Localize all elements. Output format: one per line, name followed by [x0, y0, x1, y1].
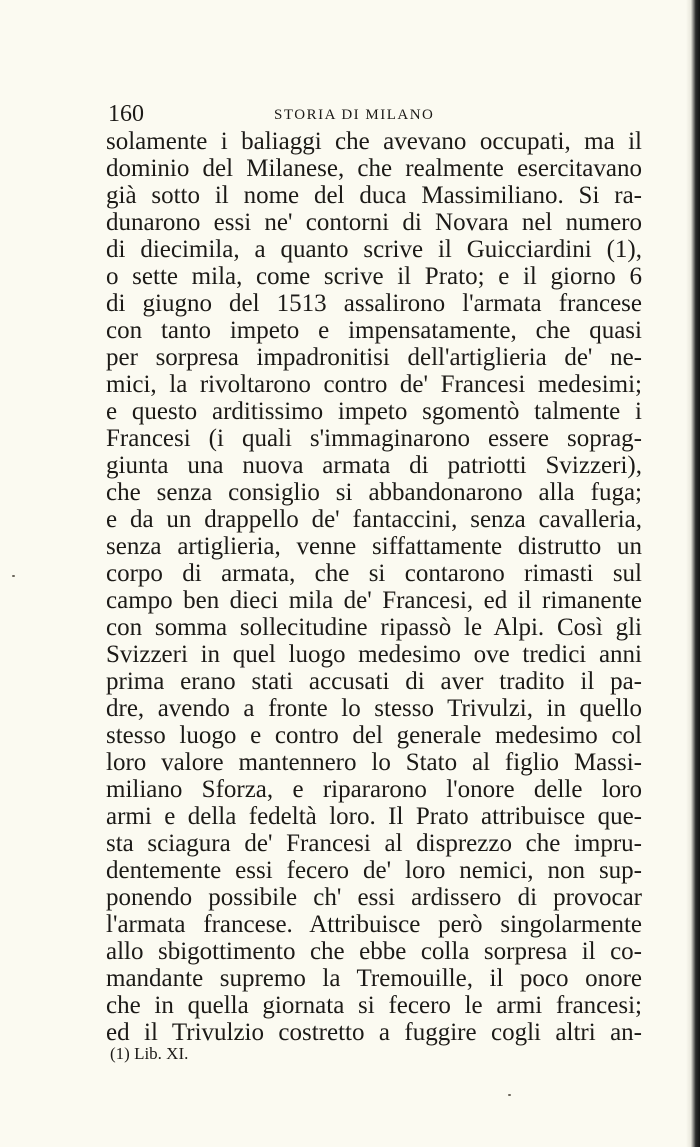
body-text — [106, 128, 642, 1046]
text-line: armi e della fedeltà loro. Il Prato attribuisce que- — [106, 803, 642, 830]
text-line: campo ben dieci mila de' Francesi, ed il rimanente — [106, 587, 642, 614]
text-line: mandante supremo la Tremouille, il poco onore — [106, 965, 642, 992]
text-line: dominio del Milanese, che realmente esercitavano — [106, 155, 642, 182]
text-line: loro valore mantennero lo Stato al figlio Massi- — [106, 749, 642, 776]
text-line: miliano Sforza, e ripararono l'onore delle loro — [106, 776, 642, 803]
text-line: sta sciagura de' Francesi al disprezzo che impru- — [106, 830, 642, 857]
paper-speck — [12, 575, 15, 577]
page-edge-shadow — [686, 0, 700, 1147]
text-line: dunarono essi ne' contorni di Novara nel numero — [106, 209, 642, 236]
text-line: mici, la rivoltarono contro de' Francesi medesimi; — [106, 371, 642, 398]
text-line: senza artiglieria, venne siffattamente distrutto un — [106, 533, 642, 560]
text-line: l'armata francese. Attribuisce però singolarmente — [106, 911, 642, 938]
paper-speck — [508, 1094, 511, 1096]
text-line: ponendo possibile ch' essi ardissero di provocar — [106, 884, 642, 911]
text-line: già sotto il nome del duca Massimiliano. Si ra- — [106, 182, 642, 209]
text-line: dentemente essi fecero de' loro nemici, non sup- — [106, 857, 642, 884]
text-line: che in quella giornata si fecero le armi francesi; — [106, 992, 642, 1019]
text-line: di diecimila, a quanto scrive il Guicciardini (1), — [106, 236, 642, 263]
text-line: con somma sollecitudine ripassò le Alpi. Così gli — [106, 614, 642, 641]
footnote: (1) Lib. XI. — [110, 1044, 189, 1063]
text-line: e da un drappello de' fantaccini, senza cavalleria, — [106, 506, 642, 533]
text-line: allo sbigottimento che ebbe colla sorpresa il co- — [106, 938, 642, 965]
text-line: prima erano stati accusati di aver tradito il pa- — [106, 668, 642, 695]
running-title: STORIA DI MILANO — [274, 107, 435, 123]
text-line: di giugno del 1513 assalirono l'armata francese — [106, 290, 642, 317]
page-number: 160 — [108, 101, 144, 127]
text-line: solamente i baliaggi che avevano occupati, ma il — [106, 128, 642, 155]
text-line: o sette mila, come scrive il Prato; e il giorno 6 — [106, 263, 642, 290]
text-line: corpo di armata, che si contarono rimasti sul — [106, 560, 642, 587]
text-line: Francesi (i quali s'immaginarono essere soprag- — [106, 425, 642, 452]
page-header — [106, 100, 642, 128]
text-line: ed il Trivulzio costretto a fuggire cogli altri an- — [106, 1019, 642, 1046]
text-line: dre, avendo a fronte lo stesso Trivulzi, in quello — [106, 695, 642, 722]
text-line: che senza consiglio si abbandonarono alla fuga; — [106, 479, 642, 506]
text-line: per sorpresa impadronitisi dell'artiglieria de' ne- — [106, 344, 642, 371]
text-line: Svizzeri in quel luogo medesimo ove tredici anni — [106, 641, 642, 668]
text-line: con tanto impeto e impensatamente, che quasi — [106, 317, 642, 344]
text-line: giunta una nuova armata di patriotti Svizzeri), — [106, 452, 642, 479]
text-line: e questo arditissimo impeto sgomentò talmente i — [106, 398, 642, 425]
text-line: stesso luogo e contro del generale medesimo col — [106, 722, 642, 749]
